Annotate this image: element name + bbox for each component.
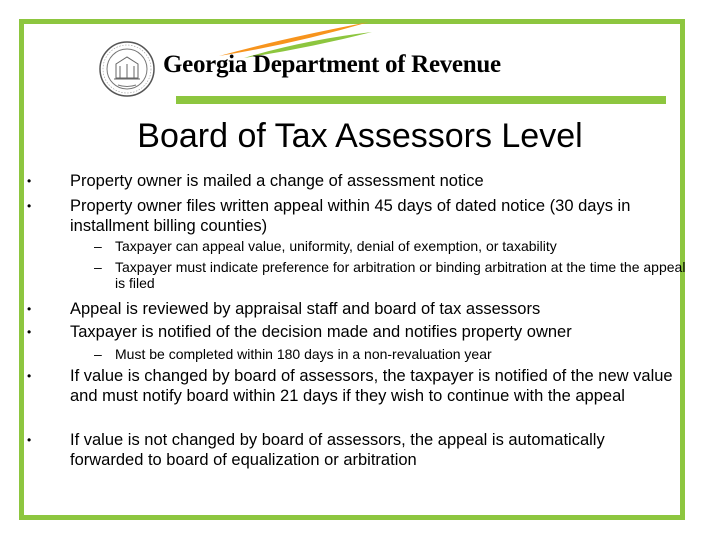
org-title: Georgia Department of Revenue <box>163 51 501 78</box>
bullet-item <box>24 171 674 191</box>
bullet-text: If value is changed by board of assessors, the taxpayer is notified of the new value and must notify board within 21 days if they wish to continue with the appeal <box>70 367 673 405</box>
bullet-dot-icon: • <box>27 369 32 383</box>
bullet-dot-icon: • <box>27 325 32 339</box>
sub-bullet-item <box>94 346 694 362</box>
bullet-item <box>24 366 674 406</box>
dash-icon: – <box>94 238 102 254</box>
bullet-text: If value is not changed by board of assessors, the appeal is automatically forwarded to board of equalization or arbitration <box>70 431 605 469</box>
bullet-item <box>24 322 674 342</box>
bullet-text: Taxpayer is notified of the decision made and notifies property owner <box>70 323 572 341</box>
bullet-dot-icon: • <box>27 433 32 447</box>
bullet-item <box>24 430 674 470</box>
bullet-text: Property owner files written appeal within 45 days of dated notice (30 days in installment billing counties) <box>70 197 631 235</box>
dash-icon: – <box>94 259 102 275</box>
bullet-item <box>24 299 674 319</box>
slide-title: Board of Tax Assessors Level <box>137 117 583 155</box>
sub-bullet-text: Must be completed within 180 days in a non-revaluation year <box>115 346 492 362</box>
georgia-state-seal-icon <box>98 40 156 98</box>
sub-bullet-item <box>94 238 694 254</box>
bullet-dot-icon: • <box>27 199 32 213</box>
sub-bullet-item <box>94 259 694 291</box>
dash-icon: – <box>94 346 102 362</box>
bullet-text: Appeal is reviewed by appraisal staff and board of tax assessors <box>70 300 541 318</box>
header-accent-bar <box>176 96 666 104</box>
bullet-text: Property owner is mailed a change of assessment notice <box>70 172 484 190</box>
bullet-dot-icon: • <box>27 174 32 188</box>
bullet-dot-icon: • <box>27 302 32 316</box>
sub-bullet-text: Taxpayer can appeal value, uniformity, denial of exemption, or taxability <box>115 238 557 254</box>
bullet-item <box>24 196 674 236</box>
sub-bullet-text: Taxpayer must indicate preference for arbitration or binding arbitration at the time the appeal is filed <box>115 259 686 291</box>
